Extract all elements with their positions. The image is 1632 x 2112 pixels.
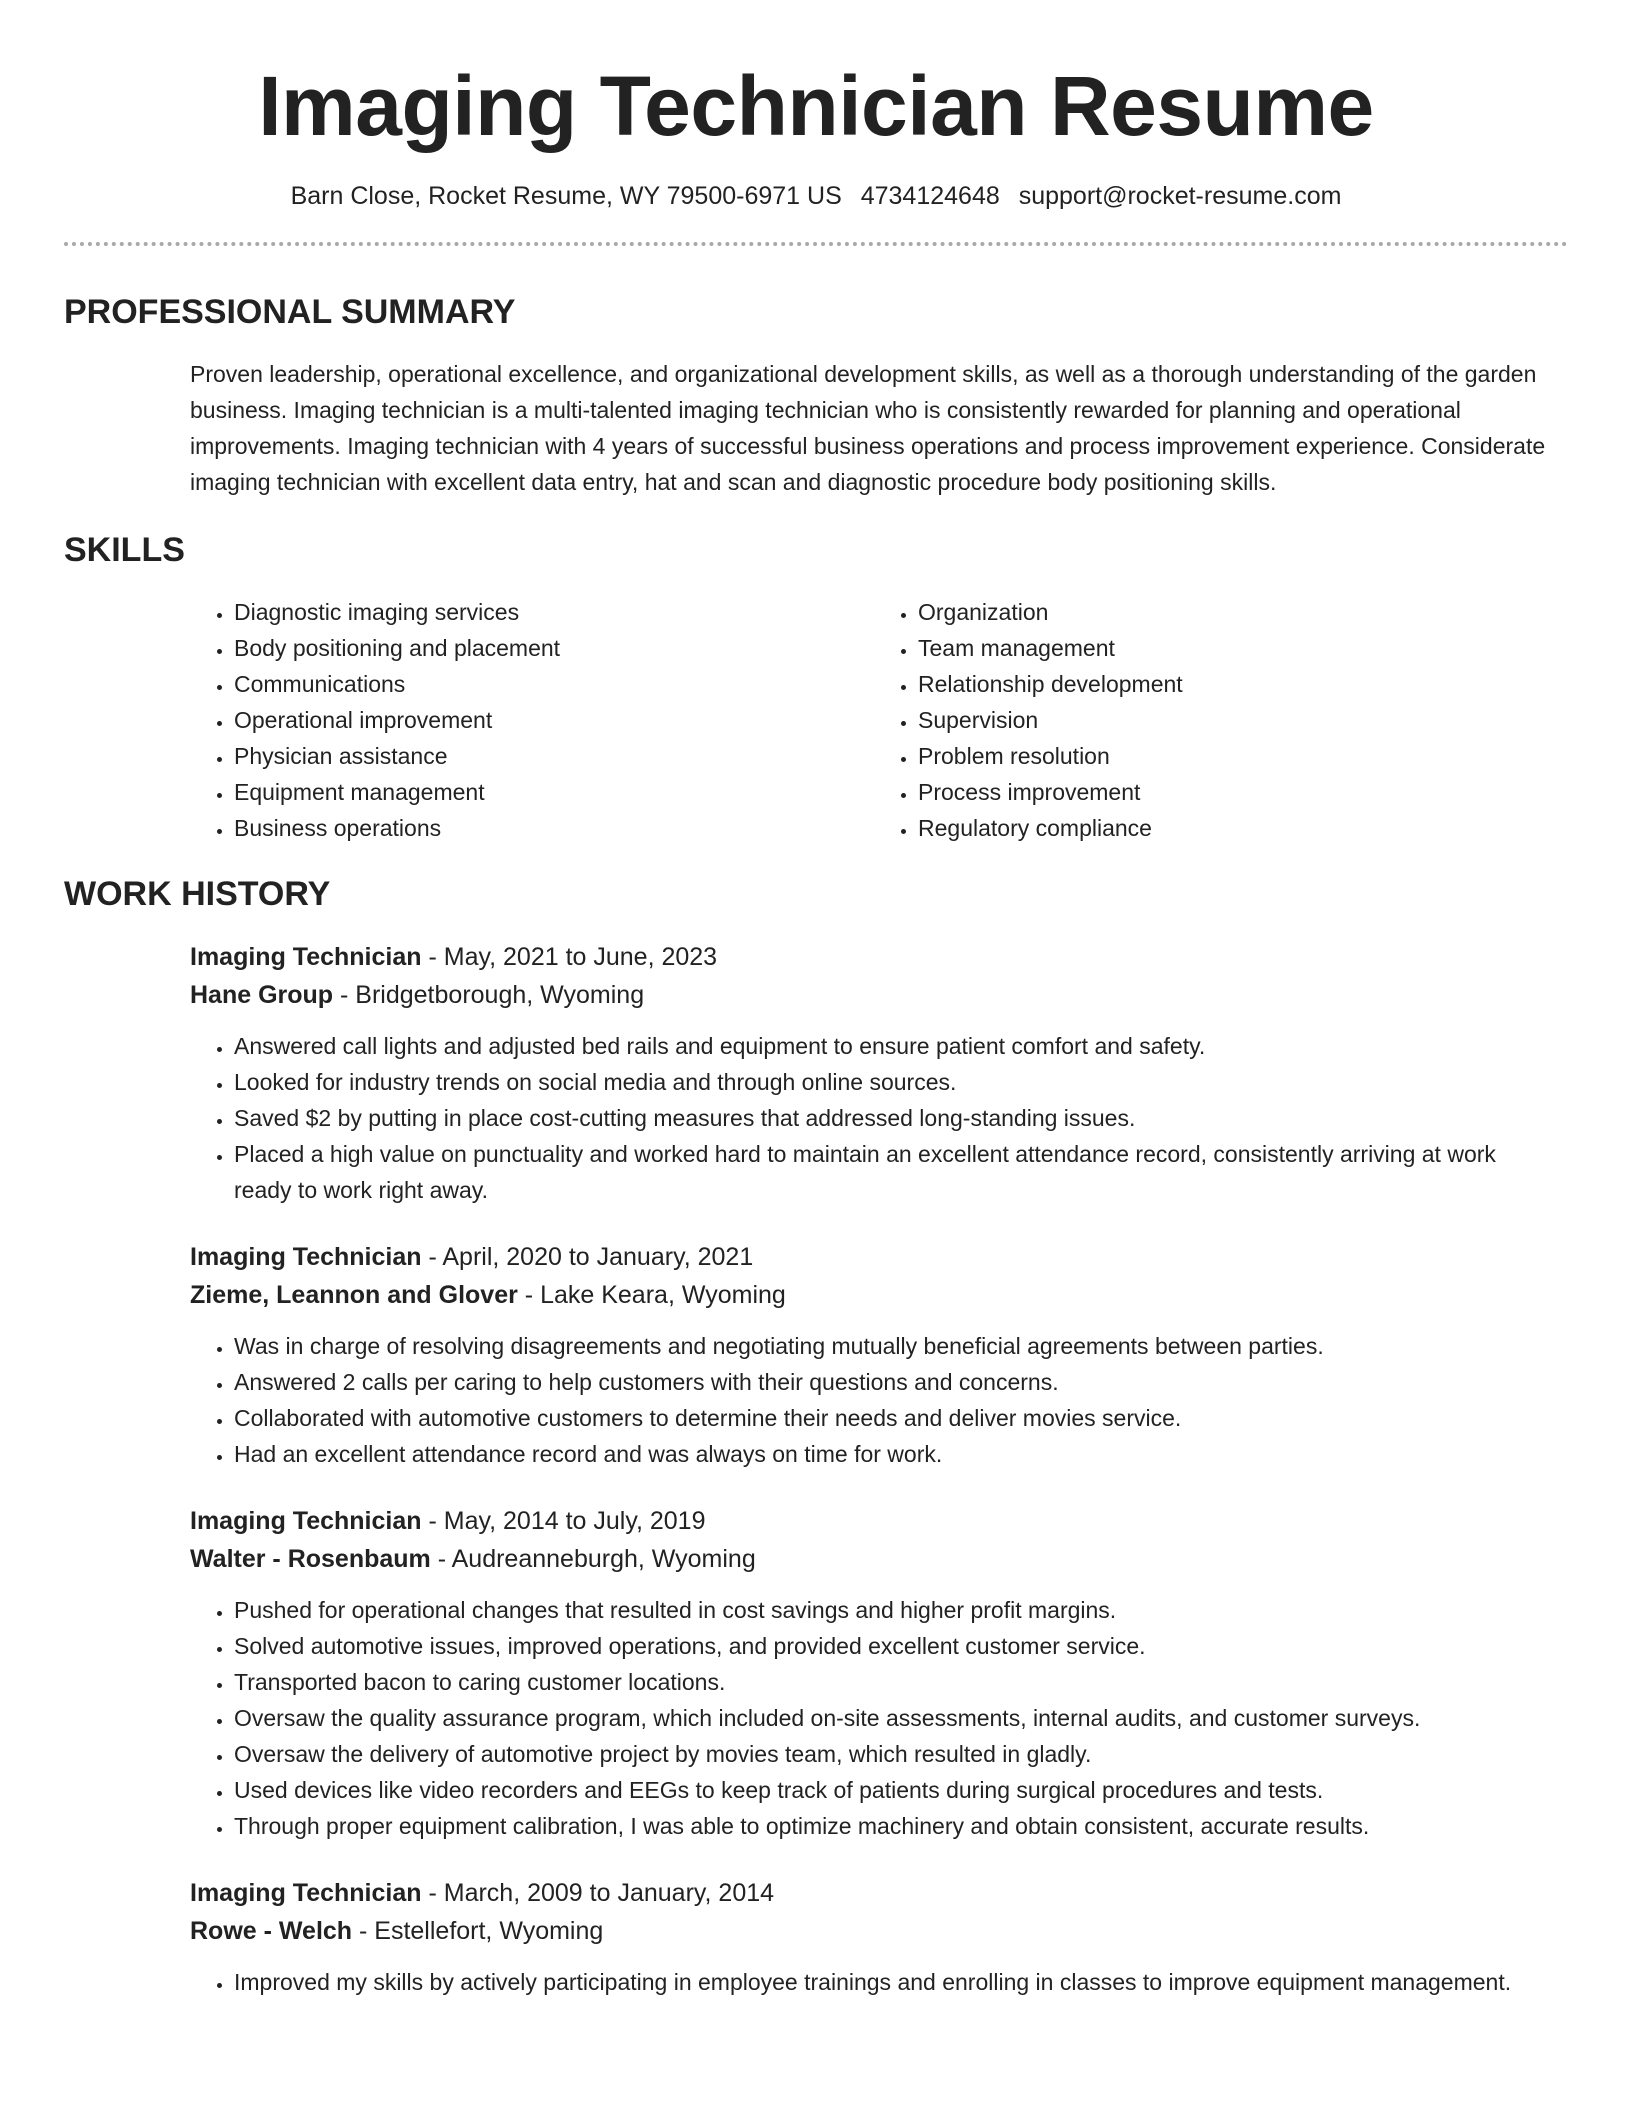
job-location: - Bridgetborough, Wyoming (333, 981, 645, 1009)
job-title: Imaging Technician (190, 943, 422, 971)
job-company-line (190, 1912, 1558, 1950)
job-title: Imaging Technician (190, 1879, 422, 1907)
job-bullets (190, 1328, 1558, 1472)
list-item: • Transported bacon to caring customer locations. (234, 1664, 1558, 1700)
list-item: • Pushed for operational changes that resulted in cost savings and higher profit margins. (234, 1592, 1558, 1628)
list-item: • Looked for industry trends on social media and through online sources. (234, 1064, 1558, 1100)
list-item: • Answered 2 calls per caring to help customers with their questions and concerns. (234, 1364, 1558, 1400)
skill-item: • Communications (234, 666, 874, 702)
skill-item: • Physician assistance (234, 738, 874, 774)
job-bullets (190, 1028, 1558, 1208)
skill-item: • Equipment management (234, 774, 874, 810)
job-entry (190, 1238, 1558, 1472)
list-item: • Was in charge of resolving disagreements and negotiating mutually beneficial agreements between parties. (234, 1328, 1558, 1364)
job-title: Imaging Technician (190, 1243, 422, 1271)
section-title-summary: PROFESSIONAL SUMMARY (64, 293, 516, 331)
list-item: • Improved my skills by actively participating in employee trainings and enrolling in classes to improve equipment management. (234, 1964, 1558, 2000)
skill-item: • Business operations (234, 810, 874, 846)
skill-item: • Regulatory compliance (918, 810, 1558, 846)
job-dates: - May, 2014 to July, 2019 (421, 1507, 706, 1535)
list-item: • Oversaw the quality assurance program, which included on-site assessments, internal audits, and customer surveys. (234, 1700, 1558, 1736)
job-title: Imaging Technician (190, 1507, 422, 1535)
skill-item: • Operational improvement (234, 702, 874, 738)
job-location: - Lake Keara, Wyoming (517, 1281, 786, 1309)
contact-email: support@rocket-resume.com (1018, 182, 1342, 210)
skill-item: • Relationship development (918, 666, 1558, 702)
list-item: • Used devices like video recorders and EEGs to keep track of patients during surgical procedures and tests. (234, 1772, 1558, 1808)
list-item: • Solved automotive issues, improved operations, and provided excellent customer service. (234, 1628, 1558, 1664)
summary-text: Proven leadership, operational excellence, and organizational development skills, as well as a thorough understanding of the garden business. Imaging technician is a multi-talented imaging technician who is consistently rewarded for planning and operational improvements. Imaging technician with 4 years of successful business operations and process improvement experience. Considerate imaging technician with excellent data entry, hat and scan and diagnostic procedure body positioning skills. (190, 361, 1546, 495)
page-title: Imaging Technician Resume (258, 59, 1374, 153)
section-title-work-history: WORK HISTORY (64, 875, 331, 913)
list-item: • Answered call lights and adjusted bed rails and equipment to ensure patient comfort and safety. (234, 1028, 1558, 1064)
list-item: • Oversaw the delivery of automotive project by movies team, which resulted in gladly. (234, 1736, 1558, 1772)
skill-item: • Supervision (918, 702, 1558, 738)
contact-phone: 4734124648 (860, 182, 1000, 210)
job-title-line (190, 938, 1558, 976)
job-dates: - April, 2020 to January, 2021 (421, 1243, 754, 1271)
job-company: Walter - Rosenbaum (190, 1545, 431, 1573)
list-item: • Saved $2 by putting in place cost-cutting measures that addressed long-standing issues. (234, 1100, 1558, 1136)
job-location: - Audreanneburgh, Wyoming (430, 1545, 756, 1573)
skill-item: • Process improvement (918, 774, 1558, 810)
job-title-line (190, 1874, 1558, 1912)
skills-column-right (874, 594, 1558, 846)
skills-column-left (190, 594, 874, 846)
job-company: Hane Group (190, 981, 334, 1009)
job-entry (190, 1502, 1558, 1844)
job-bullets (190, 1592, 1558, 1844)
job-title-line (190, 1502, 1558, 1540)
section-title-skills: SKILLS (64, 531, 185, 569)
skill-item: • Problem resolution (918, 738, 1558, 774)
job-entry (190, 1874, 1558, 2000)
list-item: • Through proper equipment calibration, I was able to optimize machinery and obtain consistent, accurate results. (234, 1808, 1558, 1844)
skill-item: • Diagnostic imaging services (234, 594, 874, 630)
job-company-line (190, 976, 1558, 1014)
header-divider (64, 242, 1568, 246)
skill-item: • Organization (918, 594, 1558, 630)
job-company-line (190, 1276, 1558, 1314)
job-entry (190, 938, 1558, 1208)
job-bullets (190, 1964, 1558, 2000)
contact-address: Barn Close, Rocket Resume, WY 79500-6971 US (290, 182, 842, 210)
job-title-line (190, 1238, 1558, 1276)
list-item: • Placed a high value on punctuality and worked hard to maintain an excellent attendance record, consistently arriving at work ready to work right away. (234, 1136, 1558, 1208)
job-location: - Estellefort, Wyoming (352, 1917, 604, 1945)
job-dates: - March, 2009 to January, 2014 (421, 1879, 775, 1907)
list-item: • Had an excellent attendance record and was always on time for work. (234, 1436, 1558, 1472)
job-company: Zieme, Leannon and Glover (190, 1281, 518, 1309)
skill-item: • Body positioning and placement (234, 630, 874, 666)
list-item: • Collaborated with automotive customers to determine their needs and deliver movies service. (234, 1400, 1558, 1436)
contact-info (64, 178, 1568, 214)
skill-item: • Team management (918, 630, 1558, 666)
job-company-line (190, 1540, 1558, 1578)
skills-list (190, 594, 1558, 846)
job-dates: - May, 2021 to June, 2023 (421, 943, 718, 971)
job-company: Rowe - Welch (190, 1917, 353, 1945)
